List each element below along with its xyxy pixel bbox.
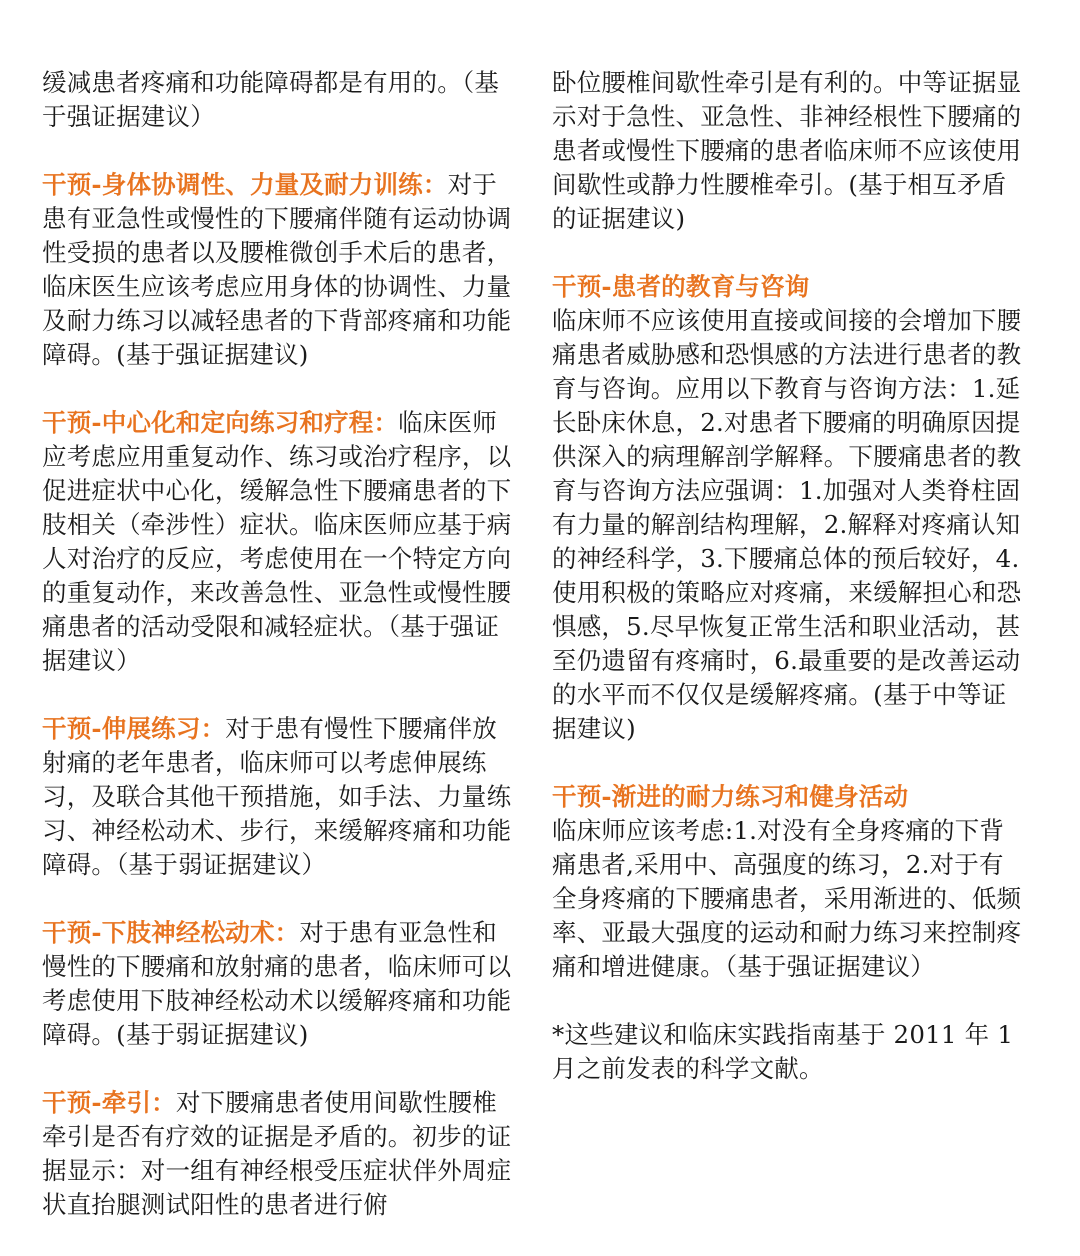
section-heading: 干预-伸展练习：: [42, 714, 226, 743]
section-centralization: [42, 406, 512, 678]
section-heading: 干预-下肢神经松动术：: [42, 918, 300, 947]
section-body: 对于患有亚急性或慢性的下腰痛伴随有运动协调性受损的患者以及腰椎微创手术后的患者，临床医生应该考虑应用身体的协调性、力量及耐力练习以减轻患者的下背部疼痛和功能障碍。(基于强证据建议): [42, 170, 512, 369]
section-body: 对于患有慢性下腰痛伴放射痛的老年患者，临床师可以考虑伸展练习，及联合其他干预措施，如手法、力量练习、神经松动术、步行，来缓解疼痛和功能障碍。（基于弱证据建议）: [42, 714, 512, 879]
section-flexion-exercise: [42, 712, 512, 882]
section-paragraph: [42, 1086, 512, 1222]
section-body: 对于患有亚急性和慢性的下腰痛和放射痛的患者，临床师可以考虑使用下肢神经松动术以缓解疼痛和功能障碍。(基于弱证据建议): [42, 918, 512, 1049]
section-heading: 干预-身体协调性、力量及耐力训练：: [42, 170, 448, 199]
left-column: [42, 66, 512, 1256]
section-body: 临床师应该考虑:1.对没有全身疼痛的下背痛患者,采用中、高强度的练习，2.对于有全身疼痛的下腰痛患者，采用渐进的、低频率、亚最大强度的运动和耐力练习来控制疼痛和增进健康。（基于强证据建议）: [552, 816, 1022, 981]
left-intro-text: 缓减患者疼痛和功能障碍都是有用的。（基于强证据建议）: [42, 68, 500, 131]
section-body: 对下腰痛患者使用间歇性腰椎牵引是否有疗效的证据是矛盾的。初步的证据显示：对一组有神经根受压症状伴外周症状直抬腿测试阳性的患者进行俯: [42, 1088, 512, 1219]
left-intro: [42, 66, 512, 134]
section-heading: 干预-渐进的耐力练习和健身活动: [552, 782, 909, 811]
footnote-block: [552, 1018, 1022, 1086]
section-endurance-fitness: [552, 780, 1022, 984]
section-body: 临床医师应考虑应用重复动作、练习或治疗程序，以促进症状中心化，缓解急性下腰痛患者的下肢相关（牵涉性）症状。临床医师应基于病人对治疗的反应，考虑使用在一个特定方向的重复动作，来改善急性、亚急性或慢性腰痛患者的活动受限和减轻症状。（基于强证据建议）: [42, 408, 512, 675]
right-intro: [552, 66, 1022, 236]
footnote: *这些建议和临床实践指南基于 2011 年 1 月之前发表的科学文献。: [552, 1020, 1014, 1083]
section-coordination-training: [42, 168, 512, 372]
section-neural-mobilization: [42, 916, 512, 1052]
section-patient-education: [552, 270, 1022, 746]
section-body: 临床师不应该使用直接或间接的会增加下腰痛患者威胁感和恐惧感的方法进行患者的教育与咨询。应用以下教育与咨询方法：1.延长卧床休息，2.对患者下腰痛的明确原因提供深入的病理解剖学解释。下腰痛患者的教育与咨询方法应强调：1.加强对人类脊柱固有力量的解剖结构理解，2.解释对疼痛认知的神经科学，3.下腰痛总体的预后较好，4.使用积极的策略应对疼痛，来缓解担心和恐惧感，5.尽早恢复正常生活和职业活动，甚至仍遗留有疼痛时，6.最重要的是改善运动的水平而不仅仅是缓解疼痛。(基于中等证据建议): [552, 306, 1022, 743]
section-heading: 干预-患者的教育与咨询: [552, 272, 810, 301]
section-paragraph: [42, 168, 512, 372]
section-heading: 干预-中心化和定向练习和疗程：: [42, 408, 399, 437]
section-traction: [42, 1086, 512, 1222]
section-paragraph: [42, 916, 512, 1052]
section-paragraph: [42, 712, 512, 882]
right-column: [552, 66, 1022, 1120]
section-heading: 干预-牵引：: [42, 1088, 176, 1117]
right-intro-text: 卧位腰椎间歇性牵引是有利的。中等证据显示对于急性、亚急性、非神经根性下腰痛的患者或慢性下腰痛的患者临床师不应该使用间歇性或静力性腰椎牵引。(基于相互矛盾的证据建议): [552, 68, 1022, 233]
section-paragraph: [42, 406, 512, 678]
